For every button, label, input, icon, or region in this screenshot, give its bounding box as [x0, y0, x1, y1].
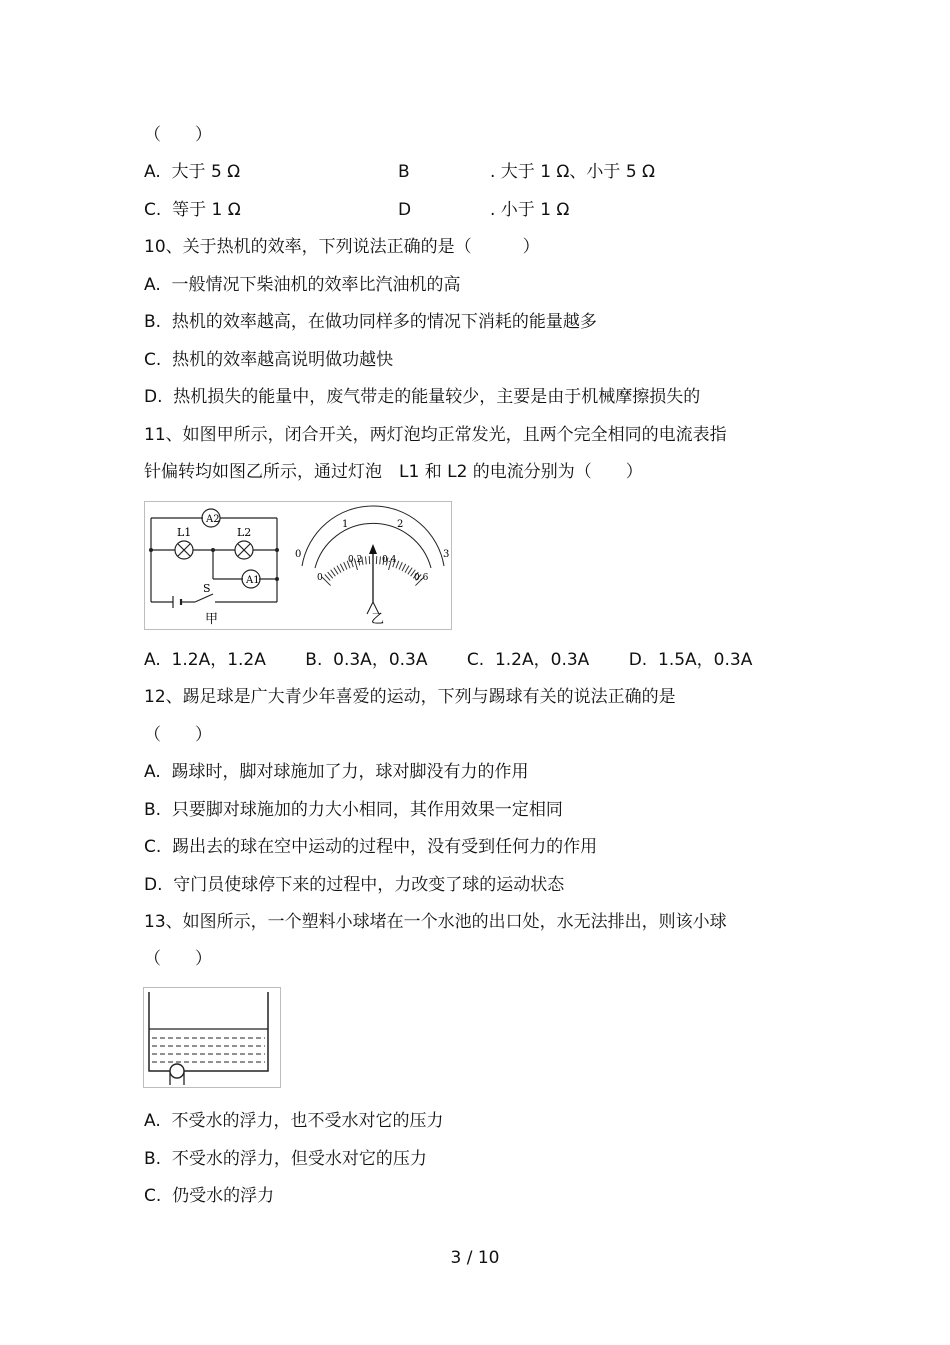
page-separator: / — [466, 1248, 473, 1268]
figure-label-yi: 乙 — [371, 612, 385, 627]
q11-figure — [144, 501, 452, 630]
dial-top-0: 0 — [295, 549, 302, 560]
q9-paren: （ ） — [144, 125, 212, 145]
q12-stem: 12、踢足球是广大青少年喜爱的运动，下列与踢球有关的说法正确的是 — [144, 687, 676, 707]
q11-stem-line2: 针偏转均如图乙所示，通过灯泡 L1 和 L2 的电流分别为（ ） — [144, 462, 643, 482]
q13-stem: 13、如图所示，一个塑料小球堵在一个水池的出口处，水无法排出，则该小球 — [144, 912, 727, 932]
dial-bottom-06: 0.6 — [414, 573, 429, 583]
q13-figure — [143, 987, 281, 1088]
dial-tick — [337, 566, 341, 573]
dial-tick — [405, 566, 409, 573]
q9-option-a: A. 大于 5 Ω — [144, 162, 241, 182]
q10-option-c: C. 热机的效率越高说明做功越快 — [144, 350, 394, 370]
q12-option-b: B. 只要脚对球施加的力大小相同，其作用效果一定相同 — [144, 800, 563, 820]
q9-option-d-text: . 小于 1 Ω — [490, 200, 570, 220]
dial-bottom-04: 0.4 — [382, 555, 397, 565]
dial-bottom-02: 0.2 — [348, 555, 363, 565]
q9-option-c: C. 等于 1 Ω — [144, 200, 241, 220]
page-number — [0, 1248, 950, 1268]
dial-top-2: 2 — [397, 519, 404, 530]
dial-tick — [408, 568, 412, 575]
dial-top-3: 3 — [443, 549, 450, 560]
dial-tick — [340, 564, 344, 571]
ammeter-dial — [302, 506, 444, 614]
q13-option-b: B. 不受水的浮力，但受水对它的压力 — [144, 1149, 427, 1169]
q10-option-a: A. 一般情况下柴油机的效率比汽油机的高 — [144, 275, 461, 295]
q10-stem: 10、关于热机的效率，下列说法正确的是（ ） — [144, 237, 540, 257]
dial-tick — [328, 572, 333, 578]
switch-label: S — [203, 582, 211, 595]
ammeter-a1-label: A1 — [246, 575, 260, 586]
lamp-l2-label: L2 — [237, 526, 252, 539]
dial-top-1: 1 — [342, 519, 349, 530]
dial-tick — [334, 568, 338, 575]
ammeter-a2-label: A2 — [206, 514, 220, 525]
water-tank-diagram — [144, 988, 280, 1087]
dial-tick — [365, 556, 366, 564]
dial-tick — [402, 564, 406, 571]
q9-option-d-letter: D — [398, 200, 412, 220]
q12-option-d: D. 守门员使球停下来的过程中，力改变了球的运动状态 — [144, 875, 565, 895]
circuit-and-ammeter-diagram — [145, 502, 451, 629]
dial-tick — [331, 570, 336, 576]
dial-bottom-0: 0 — [317, 573, 323, 583]
q13-paren: （ ） — [144, 949, 212, 969]
q10-option-b: B. 热机的效率越高，在做功同样多的情况下消耗的能量越多 — [144, 312, 597, 332]
figure-label-jia: 甲 — [205, 612, 219, 627]
dial-tick — [396, 561, 399, 568]
q13-option-c: C. 仍受水的浮力 — [144, 1186, 275, 1206]
q9-option-b-letter: B — [398, 162, 410, 182]
q11-options: A. 1.2A，1.2A B. 0.3A，0.3A C. 1.2A，0.3A D. 1.5A，0.3A — [144, 650, 753, 670]
q12-option-a: A. 踢球时，脚对球施加了力，球对脚没有力的作用 — [144, 762, 529, 782]
lamp-l1-label: L1 — [177, 526, 192, 539]
q10-option-d: D. 热机损失的能量中，废气带走的能量较少，主要是由于机械摩擦损失的 — [144, 387, 701, 407]
q11-stem-line1: 11、如图甲所示，闭合开关，两灯泡均正常发光，且两个完全相同的电流表指 — [144, 425, 727, 445]
q12-option-c: C. 踢出去的球在空中运动的过程中，没有受到任何力的作用 — [144, 837, 598, 857]
page-current: 3 — [450, 1248, 462, 1268]
dial-tick — [380, 556, 381, 564]
dial-tick — [322, 577, 330, 585]
dial-tick — [399, 562, 402, 569]
page-total: 10 — [477, 1248, 500, 1268]
dial-tick — [325, 574, 330, 580]
dial-tick — [344, 562, 347, 569]
q12-paren: （ ） — [144, 725, 212, 745]
q9-option-b-text: . 大于 1 Ω、小于 5 Ω — [490, 162, 656, 182]
q13-option-a: A. 不受水的浮力，也不受水对它的压力 — [144, 1111, 444, 1131]
